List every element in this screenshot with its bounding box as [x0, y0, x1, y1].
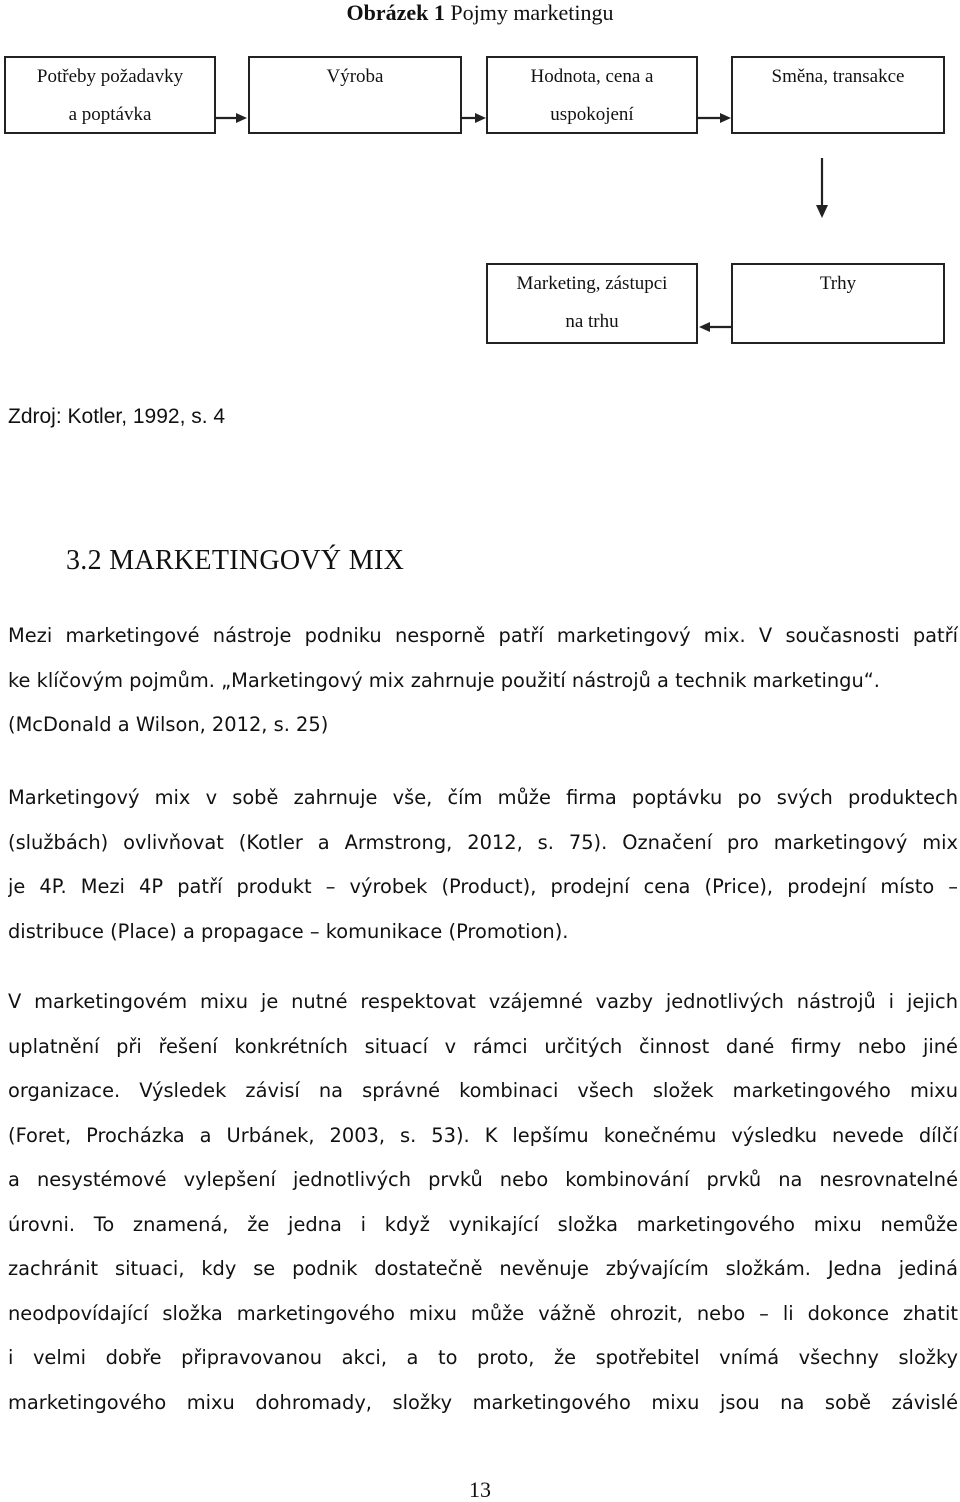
box-marketing-line-2: na trhu — [565, 311, 619, 332]
box-exchange — [731, 56, 945, 134]
paragraph-3-line-10: marketingového mixu dohromady, složky marketingového mixu jsou na sobě závislé — [8, 1390, 958, 1414]
paragraph-2-line-4: distribuce (Place) a propagace – komunikace (Promotion). — [8, 919, 569, 943]
box-markets-line-1: Trhy — [819, 273, 857, 294]
paragraph-1 — [8, 614, 958, 748]
paragraph-2-line-3: je 4P. Mezi 4P patří produkt – výrobek (Product), prodejní cena (Price), prodejní místo – — [8, 875, 958, 898]
paragraph-2 — [8, 776, 958, 954]
figure-caption — [0, 0, 960, 26]
box-value-line-1: Hodnota, cena a — [530, 66, 654, 87]
paragraph-3-line-8: neodpovídající složka marketingového mixu může vážně ohrozit, nebo – li dokonce zhatit — [8, 1301, 958, 1325]
figure-source: Zdroj: Kotler, 1992, s. 4 — [8, 405, 226, 428]
box-production — [248, 56, 462, 134]
box-marketing-line-1: Marketing, zástupci — [516, 273, 668, 294]
box-needs-line-1: Potřeby požadavky — [36, 66, 184, 87]
box-markets — [731, 263, 945, 344]
box-needs — [4, 56, 216, 134]
box-value — [486, 56, 698, 134]
box-needs-line-2: a poptávka — [68, 104, 152, 125]
box-marketing — [486, 263, 698, 344]
paragraph-3 — [8, 980, 958, 1425]
paragraph-1-line-2: ke klíčovým pojmům. „Marketingový mix zahrnuje použití nástrojů a technik marketingu“. — [8, 668, 880, 692]
arrow-needs-to-production — [216, 113, 247, 123]
arrow-down-to-markets — [816, 158, 828, 218]
arrow-markets-to-marketing — [699, 322, 731, 332]
paragraph-3-line-9: i velmi dobře připravovanou akci, a to proto, že spotřebitel vnímá všechny složky — [8, 1346, 958, 1369]
arrow-value-to-exchange — [698, 113, 731, 123]
paragraph-1-line-3: (McDonald a Wilson, 2012, s. 25) — [8, 713, 329, 736]
paragraph-3-line-1: V marketingovém mixu je nutné respektovat vzájemné vazby jednotlivých nástrojů i jejich — [8, 990, 958, 1013]
paragraph-3-line-7: zachránit situaci, kdy se podnik dostatečně nevěnuje zbývajícím složkám. Jedna jediná — [8, 1257, 958, 1280]
box-value-line-2: uspokojení — [550, 104, 634, 125]
arrow-production-to-value — [462, 113, 486, 123]
paragraph-1-line-1: Mezi marketingové nástroje podniku nesporně patří marketingový mix. V současnosti patří — [8, 624, 958, 647]
box-production-line-1: Výroba — [326, 66, 384, 87]
figure-label: Obrázek 1 — [346, 0, 445, 25]
paragraph-2-line-1: Marketingový mix v sobě zahrnuje vše, čím může firma poptávku po svých produktech — [8, 786, 958, 809]
box-exchange-line-1: Směna, transakce — [771, 66, 905, 87]
paragraph-3-line-4: (Foret, Procházka a Urbánek, 2003, s. 53). K lepšímu konečnému výsledku nevede dílčí — [8, 1123, 958, 1147]
paragraph-3-line-2: uplatnění při řešení konkrétních situací v rámci určitých činnost dané firmy nebo jiné — [8, 1034, 958, 1058]
figure-title: Pojmy marketingu — [450, 0, 614, 25]
section-heading: 3.2 MARKETINGOVÝ MIX — [66, 545, 405, 576]
paragraph-3-line-6: úrovni. To znamená, že jedna i když vynikající složka marketingového mixu nemůže — [8, 1212, 958, 1236]
paragraph-2-line-2: (službách) ovlivňovat (Kotler a Armstrong, 2012, s. 75). Označení pro marketingový mix — [8, 830, 958, 854]
paragraph-3-line-5: a nesystémové vylepšení jednotlivých prvků nebo kombinování prvků na nesrovnatelné — [8, 1168, 958, 1191]
page-number: 13 — [469, 1477, 491, 1502]
paragraph-3-line-3: organizace. Výsledek závisí na správné kombinaci všech složek marketingového mixu — [8, 1079, 958, 1102]
